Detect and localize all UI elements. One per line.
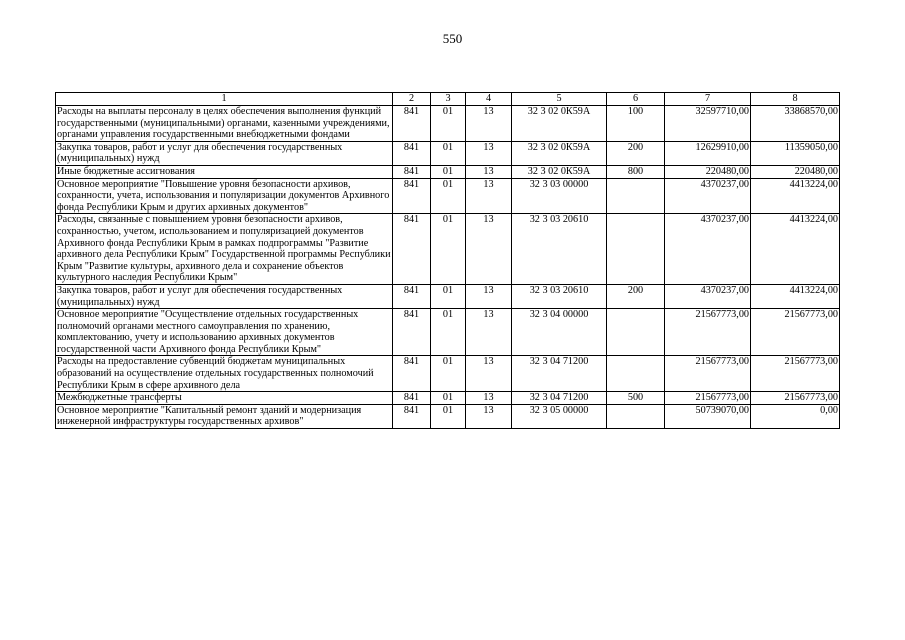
subsection-code: 13 <box>466 165 512 178</box>
table-row <box>56 284 840 308</box>
ministry-code: 841 <box>393 284 431 308</box>
table-row <box>56 165 840 178</box>
expense-type-code <box>607 214 665 285</box>
column-header: 6 <box>607 93 665 106</box>
table-row <box>56 214 840 285</box>
section-code: 01 <box>431 106 466 142</box>
row-description: Основное мероприятие "Повышение уровня безопасности архивов, сохранности, учета, использования и популяризации документов Архивного фонда Республики Крым и других архивных документов" <box>56 178 393 214</box>
ministry-code: 841 <box>393 165 431 178</box>
ministry-code: 841 <box>393 404 431 428</box>
table-header-row <box>56 93 840 106</box>
row-description: Расходы на предоставление субвенций бюджетам муниципальных образований на осуществление отдельных государственных полномочий Республики Крым в сфере архивного дела <box>56 356 393 392</box>
table-row <box>56 309 840 356</box>
amount-year-1: 12629910,00 <box>665 141 751 165</box>
column-header: 5 <box>512 93 607 106</box>
subsection-code: 13 <box>466 404 512 428</box>
expense-type-code: 200 <box>607 284 665 308</box>
ministry-code: 841 <box>393 392 431 405</box>
subsection-code: 13 <box>466 178 512 214</box>
expense-type-code: 800 <box>607 165 665 178</box>
expense-type-code <box>607 178 665 214</box>
target-article-code: 32 3 02 0К59А <box>512 165 607 178</box>
subsection-code: 13 <box>466 356 512 392</box>
amount-year-2: 0,00 <box>751 404 840 428</box>
expense-type-code: 200 <box>607 141 665 165</box>
row-description: Расходы на выплаты персоналу в целях обеспечения выполнения функций государственными (муниципальными) органами, казенными учреждениями, органами управления государственными внебюджетными фондами <box>56 106 393 142</box>
expense-type-code: 500 <box>607 392 665 405</box>
subsection-code: 13 <box>466 309 512 356</box>
target-article-code: 32 3 05 00000 <box>512 404 607 428</box>
section-code: 01 <box>431 392 466 405</box>
column-header: 4 <box>466 93 512 106</box>
row-description: Межбюджетные трансферты <box>56 392 393 405</box>
amount-year-2: 21567773,00 <box>751 392 840 405</box>
amount-year-2: 4413224,00 <box>751 214 840 285</box>
subsection-code: 13 <box>466 106 512 142</box>
table-row <box>56 141 840 165</box>
amount-year-1: 21567773,00 <box>665 309 751 356</box>
expense-type-code <box>607 404 665 428</box>
row-description: Основное мероприятие "Капитальный ремонт зданий и модернизация инженерной инфраструктуры государственных архивов" <box>56 404 393 428</box>
target-article-code: 32 3 04 00000 <box>512 309 607 356</box>
table-body <box>56 106 840 429</box>
column-header: 8 <box>751 93 840 106</box>
amount-year-1: 4370237,00 <box>665 178 751 214</box>
amount-year-1: 21567773,00 <box>665 392 751 405</box>
target-article-code: 32 3 02 0К59А <box>512 141 607 165</box>
section-code: 01 <box>431 356 466 392</box>
row-description: Расходы, связанные с повышением уровня безопасности архивов, сохранностью, учетом, использованием и популяризацией документов Архивного фонда Республики Крым в рамках подпрограммы "Развитие архивного дела Республики Крым" Государственной программы Республики Крым "Развитие культуры, архивного дела и сохранение объектов культурного наследия Республики Крым" <box>57 214 391 284</box>
amount-year-1: 21567773,00 <box>665 356 751 392</box>
subsection-code: 13 <box>466 284 512 308</box>
section-code: 01 <box>431 165 466 178</box>
subsection-code: 13 <box>466 141 512 165</box>
row-description: Основное мероприятие "Осуществление отдельных государственных полномочий органами местного самоуправления по хранению, комплектованию, учету и использованию архивных документов государственной части Архивного фонда Республики Крым" <box>56 309 393 356</box>
section-code: 01 <box>431 141 466 165</box>
column-header: 1 <box>56 93 393 106</box>
column-header: 2 <box>393 93 431 106</box>
amount-year-2: 33868570,00 <box>751 106 840 142</box>
target-article-code: 32 3 04 71200 <box>512 392 607 405</box>
amount-year-2: 220480,00 <box>751 165 840 178</box>
amount-year-1: 4370237,00 <box>665 284 751 308</box>
amount-year-2: 21567773,00 <box>751 309 840 356</box>
amount-year-1: 220480,00 <box>665 165 751 178</box>
table-row <box>56 356 840 392</box>
table-row <box>56 392 840 405</box>
amount-year-1: 50739070,00 <box>665 404 751 428</box>
table-row <box>56 404 840 428</box>
table-row <box>56 106 840 142</box>
column-header: 7 <box>665 93 751 106</box>
budget-table <box>55 92 840 429</box>
target-article-code: 32 3 03 20610 <box>512 284 607 308</box>
ministry-code: 841 <box>393 309 431 356</box>
ministry-code: 841 <box>393 356 431 392</box>
section-code: 01 <box>431 284 466 308</box>
amount-year-1: 4370237,00 <box>665 214 751 285</box>
column-header: 3 <box>431 93 466 106</box>
target-article-code: 32 3 03 20610 <box>512 214 607 285</box>
section-code: 01 <box>431 309 466 356</box>
subsection-code: 13 <box>466 392 512 405</box>
expense-type-code <box>607 356 665 392</box>
row-description: Закупка товаров, работ и услуг для обеспечения государственных (муниципальных) нужд <box>56 141 393 165</box>
ministry-code: 841 <box>393 178 431 214</box>
amount-year-2: 11359050,00 <box>751 141 840 165</box>
target-article-code: 32 3 03 00000 <box>512 178 607 214</box>
ministry-code: 841 <box>393 106 431 142</box>
expense-type-code: 100 <box>607 106 665 142</box>
amount-year-2: 4413224,00 <box>751 284 840 308</box>
amount-year-1: 32597710,00 <box>665 106 751 142</box>
row-description: Иные бюджетные ассигнования <box>56 165 393 178</box>
row-description: Закупка товаров, работ и услуг для обеспечения государственных (муниципальных) нужд <box>56 284 393 308</box>
section-code: 01 <box>431 404 466 428</box>
ministry-code: 841 <box>393 141 431 165</box>
page-number: 550 <box>442 31 463 46</box>
ministry-code: 841 <box>393 214 431 285</box>
target-article-code: 32 3 04 71200 <box>512 356 607 392</box>
amount-year-2: 21567773,00 <box>751 356 840 392</box>
section-code: 01 <box>431 178 466 214</box>
table-row <box>56 178 840 214</box>
expense-type-code <box>607 309 665 356</box>
subsection-code: 13 <box>466 214 512 285</box>
amount-year-2: 4413224,00 <box>751 178 840 214</box>
target-article-code: 32 3 02 0К59А <box>512 106 607 142</box>
section-code: 01 <box>431 214 466 285</box>
